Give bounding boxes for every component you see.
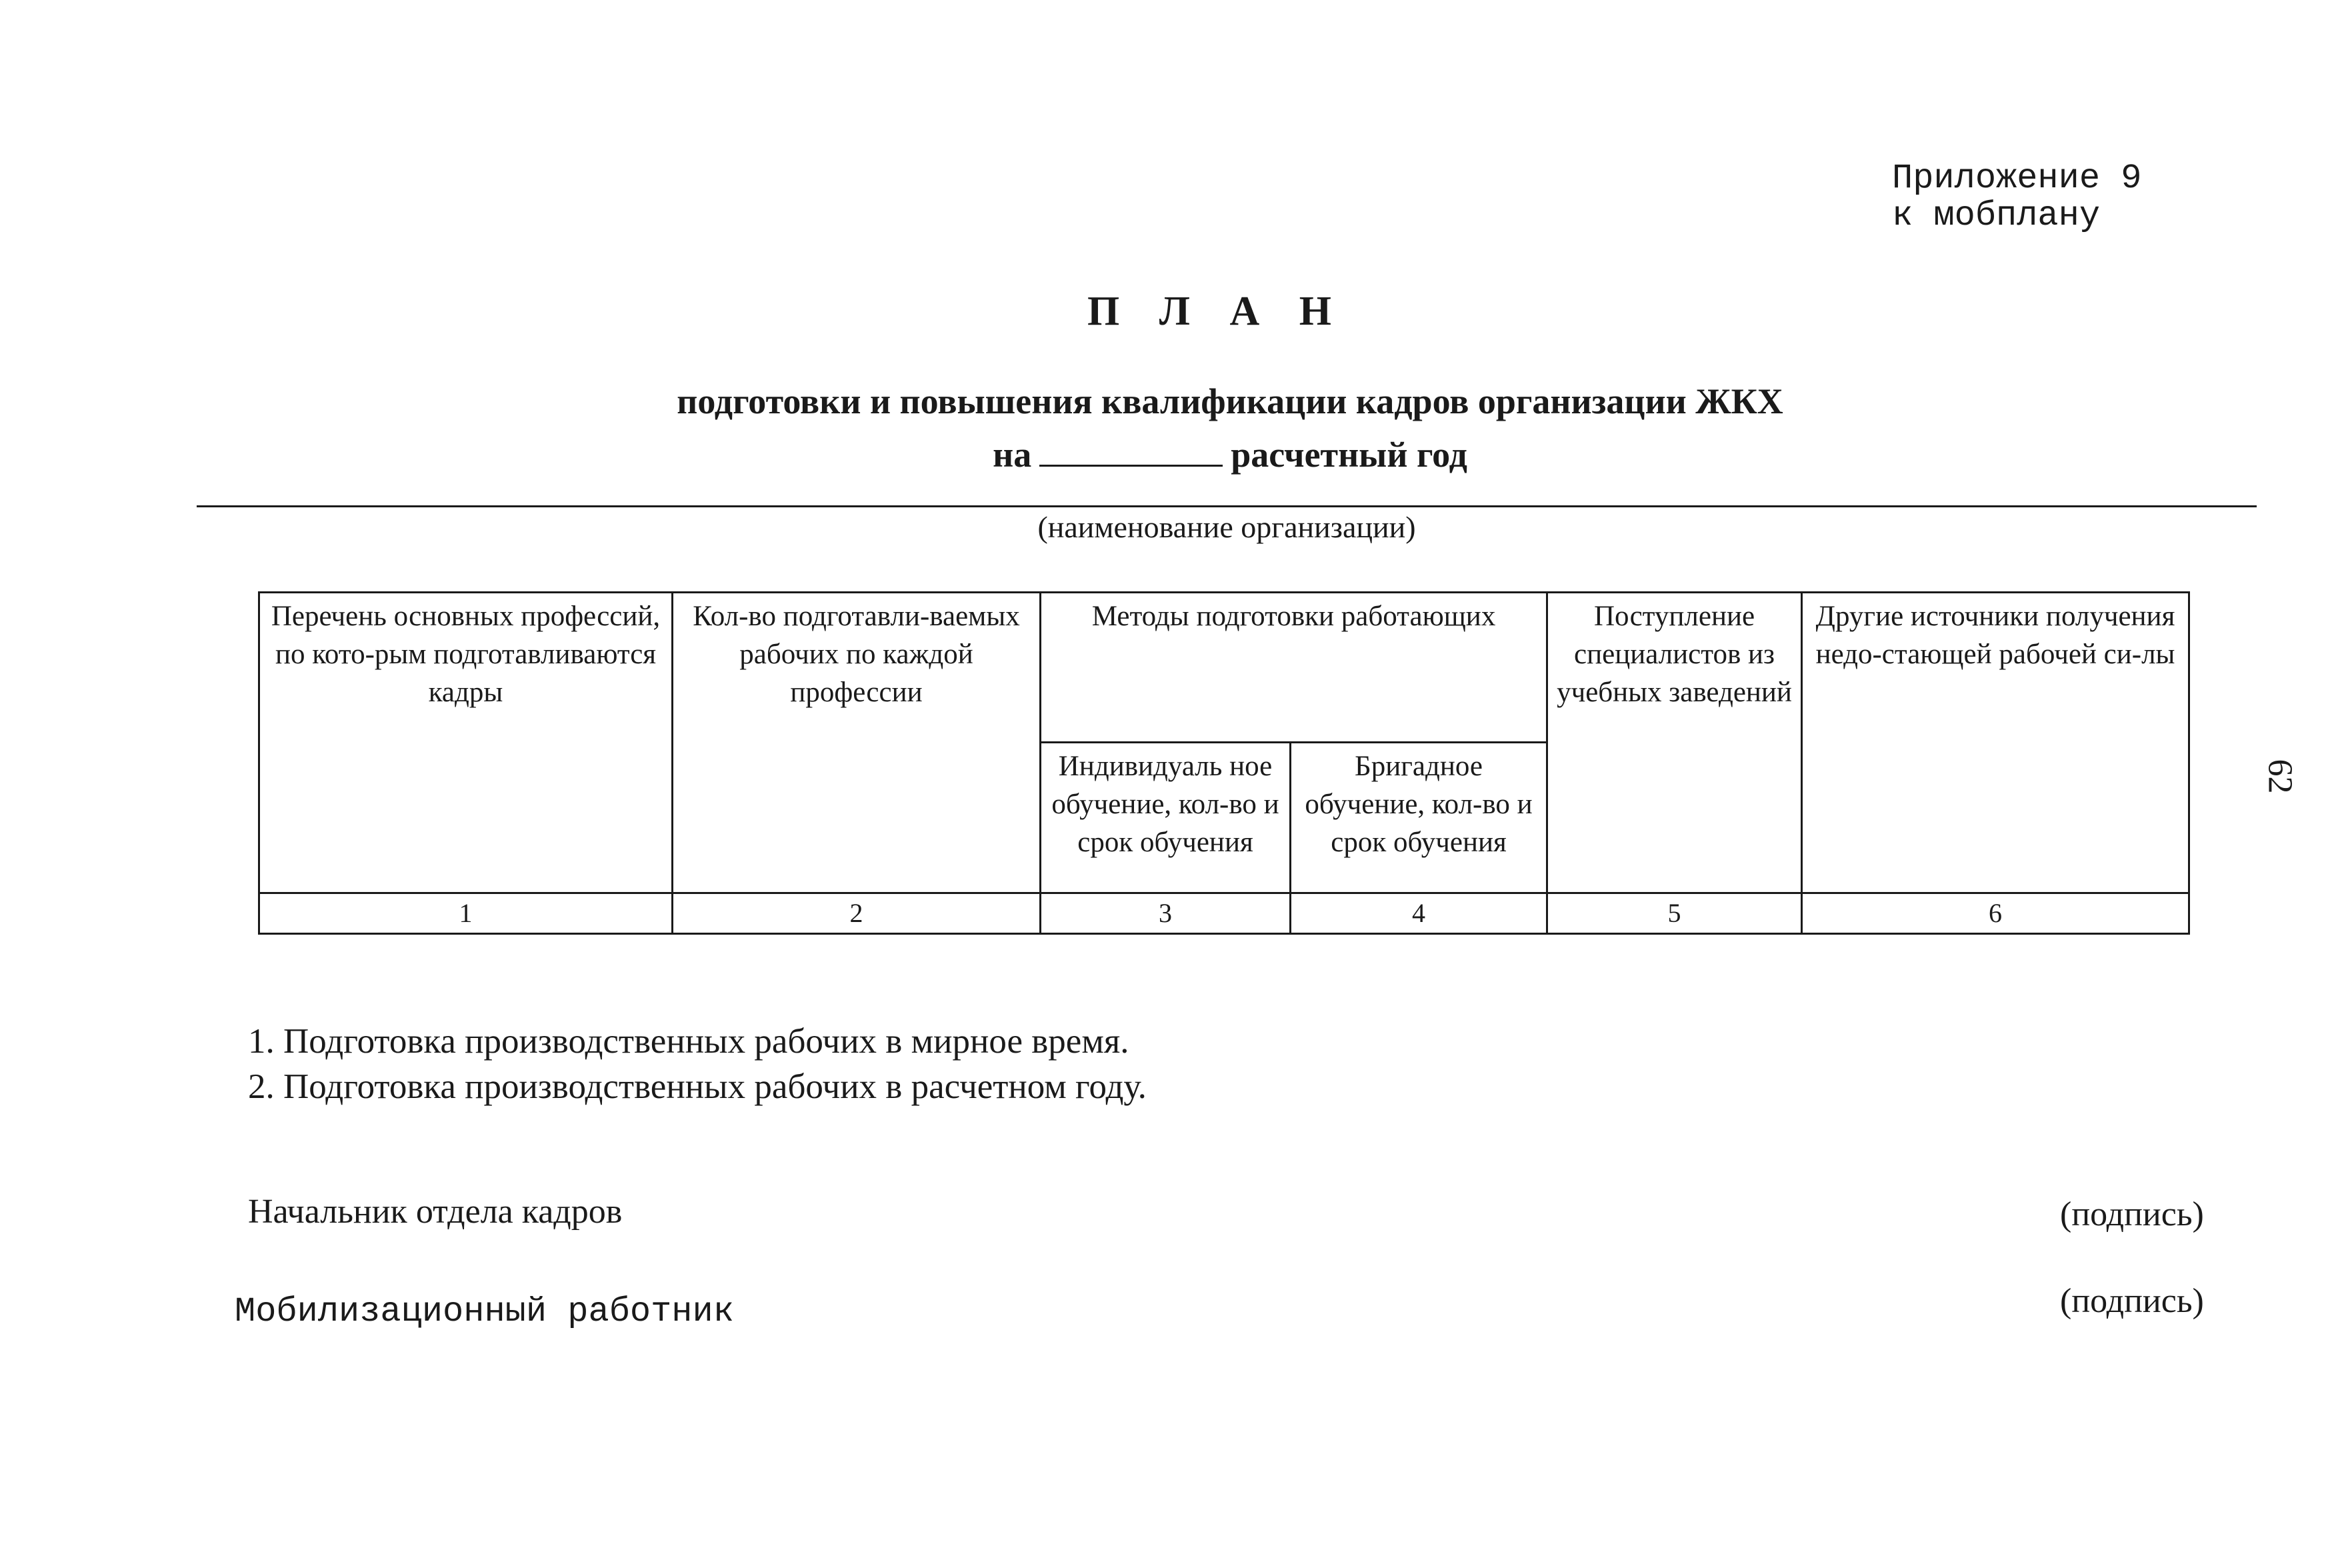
column-number-6: 6 <box>1802 893 2189 934</box>
subheader-individual-training: Индивидуаль ное обучение, кол-во и срок обучения <box>1041 743 1291 893</box>
column-number-4: 4 <box>1291 893 1547 934</box>
subtitle-line-1: подготовки и повышения квалификации кадров организации ЖКХ <box>677 381 1783 421</box>
document-subtitle <box>0 375 2332 481</box>
organization-name-line <box>197 505 2257 507</box>
document-title: П Л А Н <box>1087 289 1346 334</box>
notes-list <box>248 1019 1147 1109</box>
organization-caption: (наименование организации) <box>1037 510 1416 544</box>
note-item: 2. Подготовка производственных рабочих в расчетном году. <box>248 1067 1147 1106</box>
mobilization-worker-label: Мобилизационный работник <box>235 1292 734 1331</box>
hr-head-label: Начальник отдела кадров <box>248 1193 623 1231</box>
page-number: 62 <box>2261 759 2299 794</box>
header-workers-count: Кол-во подготавли-ваемых рабочих по каждой профессии <box>673 593 1041 893</box>
subheader-team-training: Бригадное обучение, кол-во и срок обучения <box>1291 743 1547 893</box>
column-number-5: 5 <box>1547 893 1802 934</box>
header-professions: Перечень основных профессий, по кото-рым подготавливаются кадры <box>259 593 673 893</box>
table-number-row <box>259 893 2189 934</box>
header-training-methods: Методы подготовки работающих <box>1041 593 1547 743</box>
header-other-sources: Другие источники получения недо-стающей рабочей си-лы <box>1802 593 2189 893</box>
hr-head-signature-placeholder: (подпись) <box>2060 1195 2204 1233</box>
appendix-line-1: Приложение 9 <box>1892 159 2142 198</box>
column-number-3: 3 <box>1041 893 1291 934</box>
training-plan-table <box>258 591 2190 935</box>
mobilization-worker-signature-placeholder: (подпись) <box>2060 1282 2204 1320</box>
column-number-1: 1 <box>259 893 673 934</box>
note-item: 1. Подготовка производственных рабочих в мирное время. <box>248 1022 1129 1061</box>
subtitle-suffix: расчетный год <box>1231 435 1467 475</box>
subtitle-prefix: на <box>993 435 1032 475</box>
appendix-label <box>1892 160 2141 235</box>
appendix-line-2: к мобплану <box>1892 196 2101 235</box>
header-specialists-intake: Поступление специалистов из учебных заведений <box>1547 593 1802 893</box>
year-blank-line <box>1039 434 1223 467</box>
column-number-2: 2 <box>673 893 1041 934</box>
table-header-row <box>259 593 2189 743</box>
